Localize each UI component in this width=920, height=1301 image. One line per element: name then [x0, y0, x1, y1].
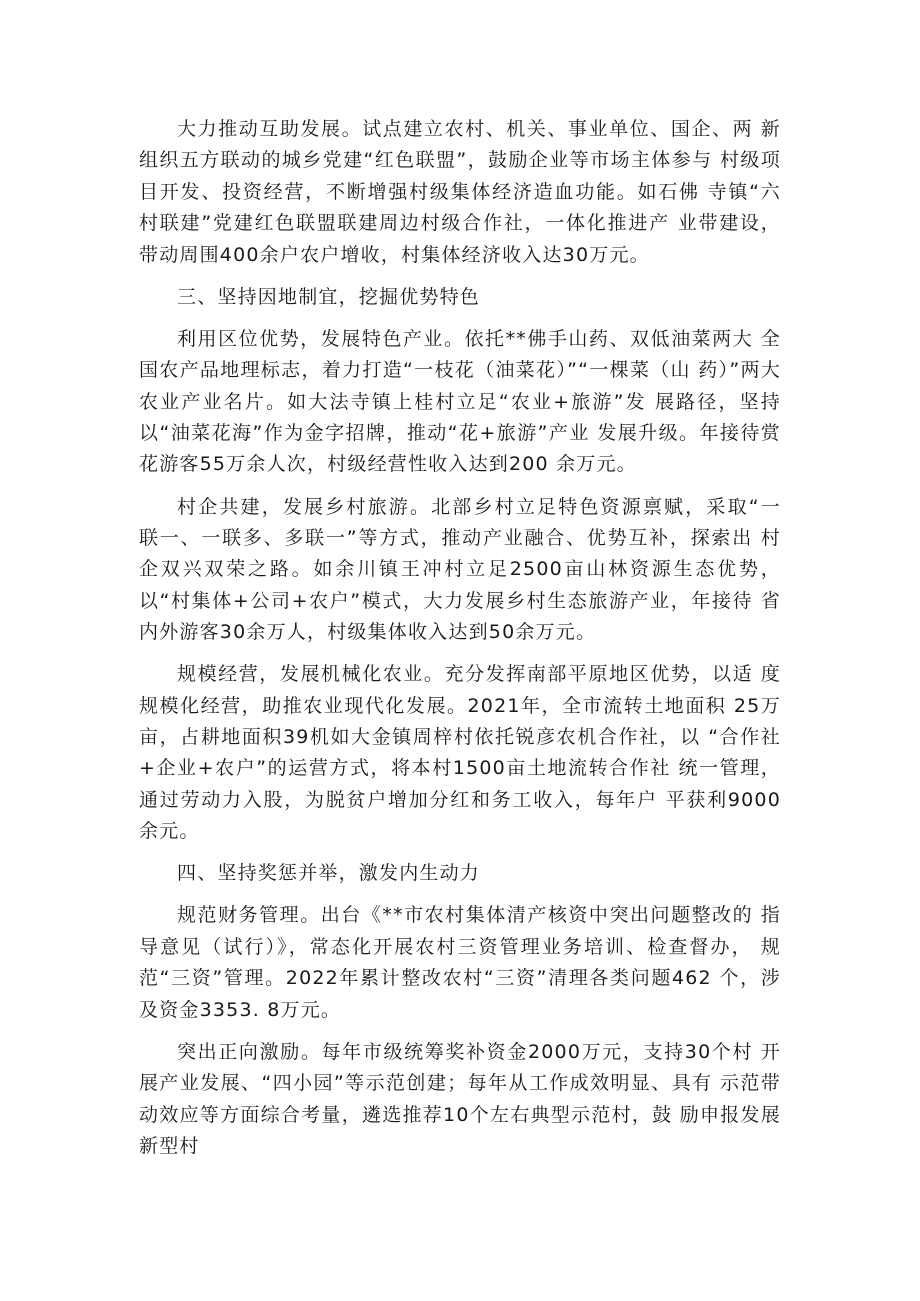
document-body: [139, 114, 781, 1162]
paragraph-financial-management: 规范财务管理。出台《**市农村集体清产核资中突出问题整改的 指导意见（试行）》，常态化开展农村三资管理业务培训、检查督办， 规范“三资”管理。2022年累计整改农村“三资”清理各类问题462 个，涉及资金3353. 8万元。: [139, 904, 781, 1021]
paragraph-mechanized-agriculture: 规模经营，发展机械化农业。充分发挥南部平原地区优势，以适 度规模化经营，助推农业现代化发展。2021年，全市流转土地面积 25万亩，占耕地面积39机如大金镇周梓村依托锐彦农机合作社，以 “合作社+企业+农户”的运营方式，将本村1500亩土地流转合作社 统一管理，通过劳动力入股，为脱贫户增加分红和务工收入，每年户 平获利9000余元。: [139, 663, 781, 843]
paragraph-positive-incentive: 突出正向激励。每年市级统筹奖补资金2000万元，支持30个村 开展产业发展、“四小园”等示范创建；每年从工作成效明显、具有 示范带动效应等方面综合考量，遴选推荐10个左右典型示范村，鼓 励申报发展新型村: [139, 1040, 781, 1157]
section-heading-4: 四、坚持奖惩并举，激发内生动力: [177, 862, 481, 885]
paragraph-rural-tourism: 村企共建，发展乡村旅游。北部乡村立足特色资源禀赋，采取“一 联一、一联多、多联一”等方式，推动产业融合、优势互补，探索出 村企双兴双荣之路。如余川镇王冲村立足2500亩山林资源生态优势，以“村集体+公司+农户”模式，大力发展乡村生态旅游产业，年接待 省内外游客30余万人，村级集体收入达到50余万元。: [139, 495, 781, 644]
section-heading-3: 三、坚持因地制宜，挖掘优势特色: [177, 285, 481, 308]
paragraph-mutual-aid: 大力推动互助发展。试点建立农村、机关、事业单位、国企、两 新组织五方联动的城乡党建“红色联盟”，鼓励企业等市场主体参与 村级项目开发、投资经营，不断增强村级集体经济造血功能。如石佛 寺镇“六村联建”党建红色联盟联建周边村级合作社，一体化推进产 业带建设，带动周围400余户农户增收，村集体经济收入达30万元。: [139, 118, 781, 266]
paragraph-location-advantage: 利用区位优势，发展特色产业。依托**佛手山药、双低油菜两大 全国农产品地理标志，着力打造“一枝花（油菜花）”“一棵菜（山 药）”两大农业产业名片。如大法寺镇上桂村立足“农业+旅游”发 展路径，坚持以“油菜花海”作为金字招牌，推动“花+旅游”产业 发展升级。年接待赏花游客55万余人次，村级经营性收入达到200 余万元。: [139, 327, 781, 476]
